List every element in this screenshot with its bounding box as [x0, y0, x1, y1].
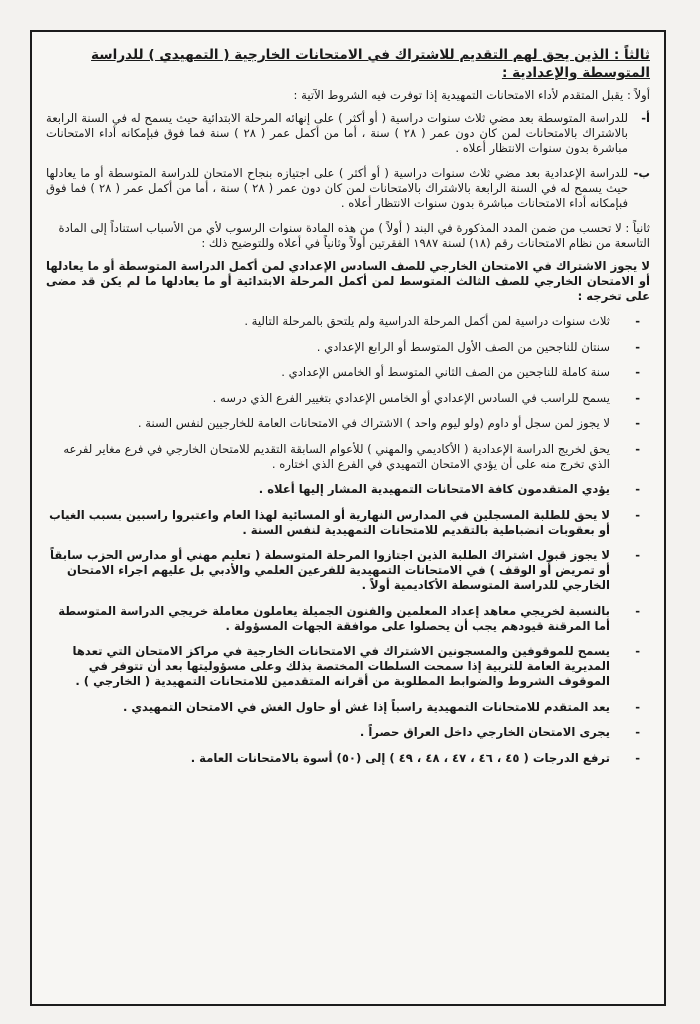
rule-item: - لا يجوز قبول اشتراك الطلبة الذين اجتازوا المرحلة المتوسطة ( تعليم مهني أو مدارس الحزب سابقاً أو تمريض أو الوقف ) في الامتحانات التمهيدية للفرعين العلمي والأدبي بل عليهم اجراء الامتحان الخارجي للدراسة المتوسطة الأكاديمية أولاً . — [46, 548, 650, 593]
document-page — [30, 30, 666, 1006]
rule-item: - لا يجوز لمن سجل أو داوم (ولو ليوم واحد ) الاشتراك في الامتحانات العامة للخارجيين لنفس السنة . — [46, 416, 650, 431]
rule-item: - لا يحق للطلبة المسجلين في المدارس النهارية أو المسائية لهذا العام واعتبروا راسبين بسبب الغياب أو بعقوبات انضباطية بالتقديم للامتحانات التمهيدية لنفس السنة . — [46, 508, 650, 538]
condition-text: للدراسة المتوسطة بعد مضي ثلاث سنوات دراسية ( أو أكثر ) على إنهائه المرحلة الابتدائية حيث يسمح له في السنة الرابعة بالاشتراك بالامتحانات لمن كان دون عمر ( ٢٨ ) سنة ، أما من أكمل عمر ( ٢٨ ) سنة فما فوق فبإمكانه أداء الامتحانات مباشرة بدون سنوات الانتظار أعلاه . — [46, 111, 628, 155]
rule-item: - يعد المتقدم للامتحانات التمهيدية راسباً إذا غش أو حاول الغش في الامتحان التمهيدي . — [46, 700, 650, 715]
rule-item: - ترفع الدرجات ( ٤٥ ، ٤٦ ، ٤٧ ، ٤٨ ، ٤٩ ) إلى (٥٠) أسوة بالامتحانات العامة . — [46, 751, 650, 766]
condition-item-a — [46, 111, 650, 156]
rule-item: - سنة كاملة للناجحين من الصف الثاني المتوسط أو الخامس الإعدادي . — [46, 365, 650, 380]
first-heading: أولاً : يقبل المتقدم لأداء الامتحانات التمهيدية إذا توفرت فيه الشروط الآتية : — [293, 88, 650, 102]
second-paragraph: ثانياً : لا تحسب من ضمن المدد المذكورة في البند ( أولاً ) من هذه المادة سنوات الرسوب لأي من الأسباب استناداً إلى المادة التاسعة من نظام الامتحانات رقم (١٨) لسنة ١٩٨٧ الفقرتين أولاً وثانياً في أعلاه وللتوضيح ذلك : — [58, 221, 650, 250]
rule-item: - يسمح للموقوفين والمسجونين الاشتراك في الامتحانات الخارجية في مراكز الامتحان التي تعدها المديرية العامة للتربية إذا سمحت السلطات المختصة بذلك وعلى مسؤوليتها بعد أن تتوفر في الموقوف الشروط والضوابط المطلوبة من أقرانه المتقدمين للامتحانات التمهيدية ( الخارجي ) . — [46, 644, 650, 689]
rule-item: - بالنسبة لخريجي معاهد إعداد المعلمين والفنون الجميلة يعاملون معاملة خريجي الدراسة المتوسطة أما المرقنة قيودهم يجب أن يحصلوا على موافقة الجهات المسؤولة . — [46, 604, 650, 634]
section-title: ثالثاً : الذين يحق لهم التقديم للاشتراك في الامتحانات الخارجية ( التمهيدي ) للدراسة المتوسطة والإعدادية : — [91, 47, 650, 81]
rule-item: - يجرى الامتحان الخارجي داخل العراق حصراً . — [46, 725, 650, 740]
rule-item: - يسمح للراسب في السادس الإعدادي أو الخامس الإعدادي بتغيير الفرع الذي درسه . — [46, 391, 650, 406]
rules-intro: لا يجوز الاشتراك في الامتحان الخارجي للصف السادس الإعدادي لمن أكمل الدراسة المتوسطة أو ما يعادلها أو الامتحان الخارجي للصف الثالث المتوسط لمن أكمل المرحلة الابتدائية أو ما يعادلها ما لم يكن قد مضى على تخرجه : — [46, 259, 650, 303]
condition-text: للدراسة الإعدادية بعد مضي ثلاث سنوات دراسية ( أو أكثر ) على اجتيازه بنجاح الامتحان للدراسة المتوسطة أو ما يعادلها حيث يسمح له في السنة الرابعة بالاشتراك بالامتحانات لمن كان دون عمر ( ٢٨ ) سنة ، أما من أكمل عمر ( ٢٨ ) فما فوق فبإمكانه أداء الامتحانات مباشرة بدون سنوات الانتظار أعلاه . — [46, 166, 629, 210]
rule-item: - ثلاث سنوات دراسية لمن أكمل المرحلة الدراسية ولم يلتحق بالمرحلة التالية . — [46, 314, 650, 329]
rule-item: - سنتان للناجحين من الصف الأول المتوسط أو الرابع الإعدادي . — [46, 340, 650, 355]
condition-mark: ب- — [633, 166, 650, 180]
rule-item: - يحق لخريج الدراسة الإعدادية ( الأكاديمي والمهني ) للأعوام السابقة التقديم للامتحان الخارجي في فرع مغاير لفرعه الذي تخرج منه على أن يؤدي الامتحان التمهيدي في الفرع الذي اختاره . — [46, 442, 650, 472]
condition-mark: أ- — [641, 111, 650, 125]
condition-item-b — [46, 166, 650, 211]
rule-item: - يؤدي المتقدمون كافة الامتحانات التمهيدية المشار إليها أعلاه . — [46, 482, 650, 497]
document-content — [46, 46, 650, 996]
